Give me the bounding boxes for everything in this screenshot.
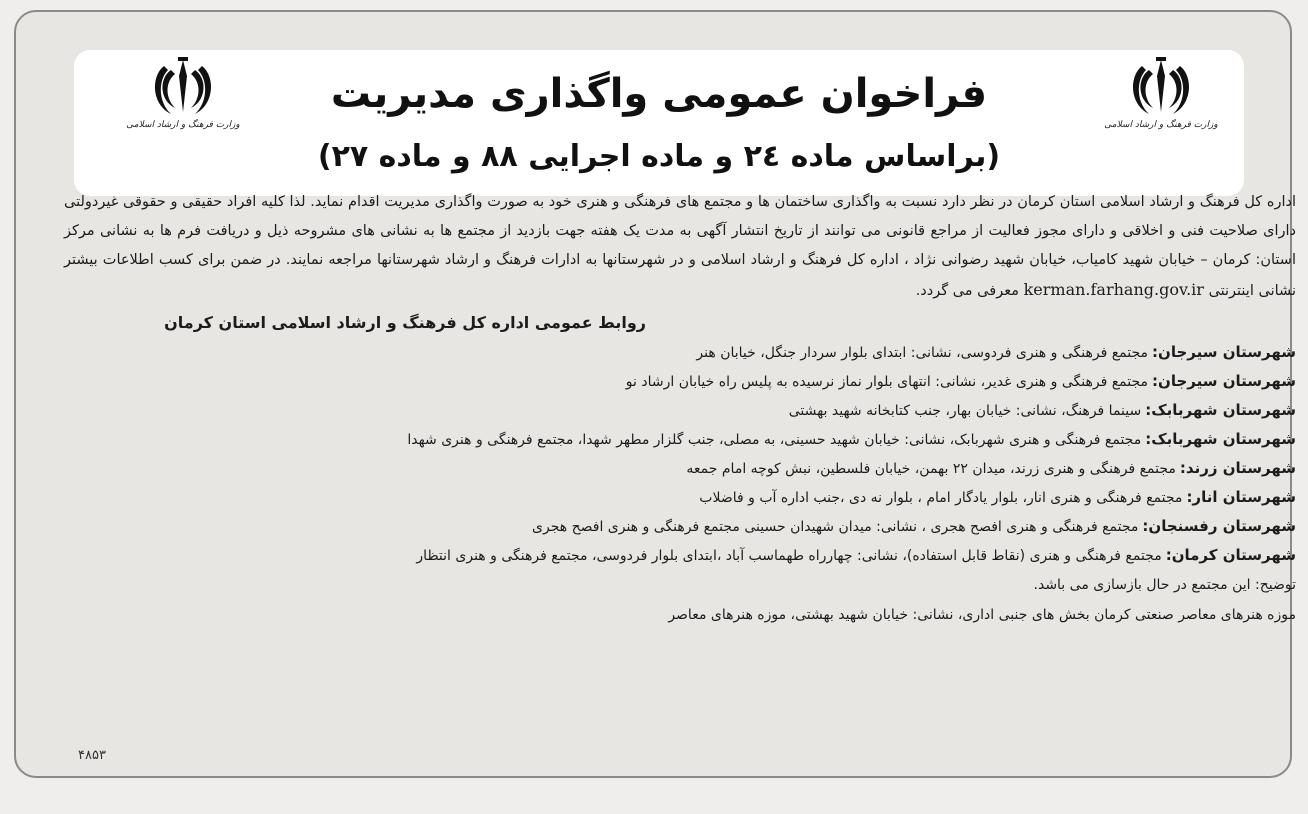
list-item — [64, 512, 1296, 541]
branch-details: مجتمع فرهنگی و هنری غدیر، نشانی: انتهای بلوار نماز نرسیده به پلیس راه خیابان ارشاد نو — [625, 374, 1149, 390]
intro-paragraph — [64, 188, 1296, 306]
branch-city: شهرستان شهربابک: — [1145, 401, 1296, 419]
list-item — [64, 541, 1296, 570]
branch-city: شهرستان کرمان: — [1165, 546, 1296, 564]
branch-city: شهرستان زرند: — [1179, 459, 1296, 477]
branch-city: شهرستان سیرجان: — [1152, 372, 1296, 390]
ministry-emblem-right — [1096, 56, 1226, 130]
branch-details: مجتمع فرهنگی و هنری فردوسی، نشانی: ابتدای بلوار سردار جنگل، خیابان هنر — [696, 345, 1149, 361]
branch-details: مجتمع فرهنگی و هنری زرند، میدان ۲۲ بهمن، خیابان فلسطین، نبش کوچه امام جمعه — [686, 461, 1176, 477]
branch-list — [64, 338, 1296, 570]
list-item — [64, 367, 1296, 396]
branch-details: مجتمع فرهنگی و هنری (نقاط قابل استفاده)، نشانی: چهارراه طهماسب آباد ،ابتدای بلوار فردوسی، مجتمع فرهنگی و هنری انتظار — [416, 548, 1162, 564]
branch-details: سینما فرهنگ، نشانی: خیابان بهار، جنب کتابخانه شهید بهشتی — [788, 403, 1142, 419]
iran-emblem-icon — [1129, 56, 1193, 118]
branch-city: شهرستان شهربابک: — [1145, 430, 1296, 448]
announcement-body — [64, 188, 1296, 630]
branch-details: مجتمع فرهنگی و هنری افصح هجری ، نشانی: میدان شهیدان حسینی مجتمع فرهنگی و هنری افصح هجری — [532, 519, 1139, 535]
list-item — [64, 338, 1296, 367]
iran-emblem-icon — [151, 56, 215, 118]
list-item — [64, 454, 1296, 483]
announcement-subtitle: (براساس ماده ۲٤ و ماده اجرایی ۸۸ و ماده ۲۷) — [317, 139, 1001, 174]
website-link[interactable]: kerman.farhang.gov.ir — [1023, 280, 1204, 299]
public-relations-heading: روابط عمومی اداره کل فرهنگ و ارشاد اسلامی استان کرمان — [164, 313, 646, 332]
ministry-emblem-left — [118, 56, 248, 130]
branch-city: شهرستان انار: — [1186, 488, 1296, 506]
header-band — [74, 50, 1244, 196]
museum-line: موزه هنرهای معاصر صنعتی کرمان بخش های جنبی اداری، نشانی: خیابان شهید بهشتی، موزه هنرهای معاصر — [668, 607, 1296, 623]
ministry-caption: وزارت فرهنگ و ارشاد اسلامی — [126, 120, 240, 130]
intro-closing-text: معرفی می گردد. — [915, 283, 1019, 299]
ministry-caption: وزارت فرهنگ و ارشاد اسلامی — [1104, 120, 1218, 130]
branch-details: مجتمع فرهنگی و هنری شهربابک، نشانی: خیابان شهید حسینی، به مصلی، جنب گلزار مطهر شهدا، مجتمع فرهنگی و هنری شهدا — [407, 432, 1142, 448]
ad-code: ۴۸۵۳ — [78, 748, 106, 763]
announcement-title: فراخوان عمومی واگذاری مدیریت — [330, 71, 988, 117]
list-item — [64, 483, 1296, 512]
intro-text: اداره کل فرهنگ و ارشاد اسلامی استان کرمان در نظر دارد نسبت به واگذاری ساختمان ها و مجتمع های فرهنگی و هنری خود به صورت واگذاری مدیریت اقدام نماید. لذا کلیه افراد حقیقی و حقوقی غیردولتی دارای صلاحیت فنی و اخلاقی و دارای مجوز فعالیت از مراجع قانونی می توانند از تاریخ انتشار آگهی به مدت یک هفته جهت بازدید از مجتمع ها به نشانی های مشروحه ذیل و دریافت فرم ها به نشانی مرکز استان: کرمان – خیابان شهید کامیاب، خیابان شهید رضوانی نژاد ، اداره کل فرهنگ و ارشاد اسلامی و در شهرستانها به ادارات فرهنگ و ارشاد شهرستانها مراجعه نمایند. در ضمن برای کسب اطلاعات بیشتر نشانی اینترنتی — [64, 194, 1296, 299]
renovation-note: توضیح: این مجتمع در حال بازسازی می باشد. — [1033, 577, 1296, 593]
branch-city: شهرستان رفسنجان: — [1142, 517, 1296, 535]
branch-city: شهرستان سیرجان: — [1152, 343, 1296, 361]
list-item — [64, 425, 1296, 454]
list-item — [64, 396, 1296, 425]
branch-details: مجتمع فرهنگی و هنری انار، بلوار یادگار امام ، بلوار نه دی ،جنب اداره آب و فاضلاب — [699, 490, 1183, 506]
